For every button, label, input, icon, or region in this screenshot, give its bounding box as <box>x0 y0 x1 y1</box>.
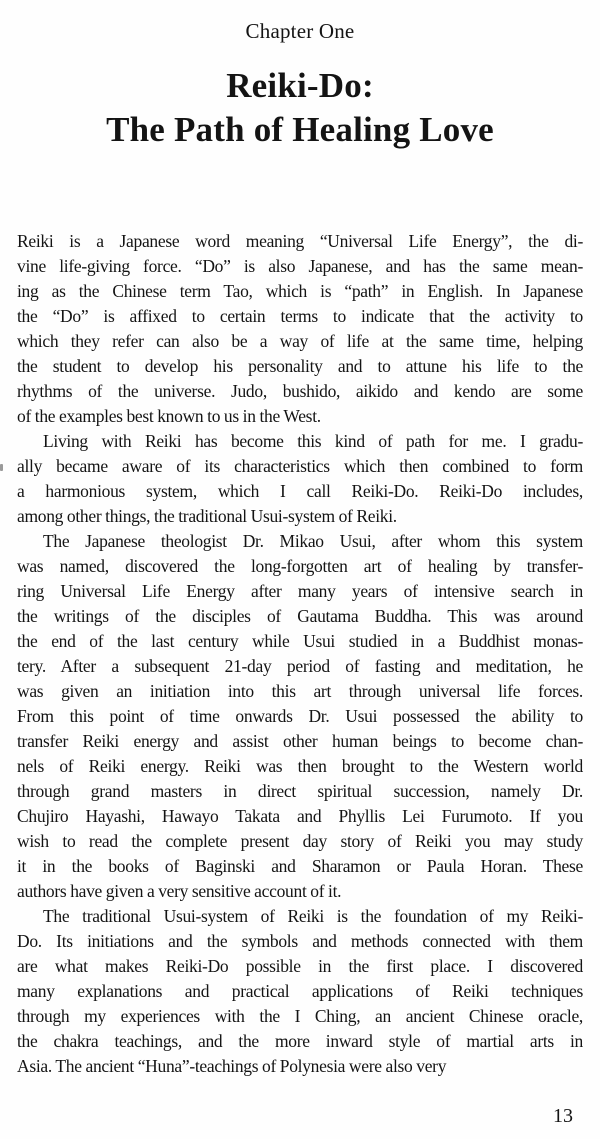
text-line: tery. After a subsequent 21-day period of fasting and meditation, he <box>17 656 583 676</box>
paragraph <box>17 529 583 904</box>
text-line: The traditional Usui-system of Reiki is the foundation of my Reiki- <box>43 906 583 926</box>
paragraph <box>17 229 583 429</box>
text-line: of the examples best known to us in the West. <box>17 406 321 426</box>
text-line: through my experiences with the I Ching, an ancient Chinese oracle, <box>17 1006 583 1026</box>
text-line: ing as the Chinese term Tao, which is “path” in English. In Japanese <box>17 281 583 301</box>
text-line: the student to develop his personality and to attune his life to the <box>17 356 583 376</box>
text-line: the end of the last century while Usui studied in a Buddhist monas- <box>17 631 583 651</box>
text-line: transfer Reiki energy and assist other human beings to become chan- <box>17 731 583 751</box>
text-line: Asia. The ancient “Huna”-teachings of Polynesia were also very <box>17 1056 447 1076</box>
title-line-2: The Path of Healing Love <box>106 110 494 149</box>
body-text <box>17 229 583 1079</box>
text-line: a harmonious system, which I call Reiki-Do. Reiki-Do includes, <box>17 481 583 501</box>
text-line: which they refer can also be a way of life at the same time, helping <box>17 331 583 351</box>
text-line: From this point of time onwards Dr. Usui possessed the ability to <box>17 706 583 726</box>
text-line: Chujiro Hayashi, Hawayo Takata and Phyllis Lei Furumoto. If you <box>17 806 583 826</box>
text-line: Reiki is a Japanese word meaning “Universal Life Energy”, the di- <box>17 231 583 251</box>
scan-artifact <box>0 464 3 471</box>
text-line: many explanations and practical applications of Reiki techniques <box>17 981 583 1001</box>
text-line: was given an initiation into this art through universal life forces. <box>17 681 583 701</box>
title-line-1: Reiki-Do: <box>226 66 374 105</box>
text-line: nels of Reiki energy. Reiki was then brought to the Western world <box>17 756 583 776</box>
text-line: authors have given a very sensitive account of it. <box>17 881 342 901</box>
text-line: The Japanese theologist Dr. Mikao Usui, after whom this system <box>43 531 583 551</box>
page-number: 13 <box>553 1105 573 1127</box>
text-line: the writings of the disciples of Gautama Buddha. This was around <box>17 606 583 626</box>
text-line: ring Universal Life Energy after many years of intensive search in <box>17 581 583 601</box>
text-line: rhythms of the universe. Judo, bushido, aikido and kendo are some <box>17 381 583 401</box>
text-line: was named, discovered the long-forgotten art of healing by transfer- <box>17 556 583 576</box>
text-line: ally became aware of its characteristics which then combined to form <box>17 456 583 476</box>
text-line: Do. Its initiations and the symbols and methods connected with them <box>17 931 583 951</box>
book-chapter-title <box>0 64 600 152</box>
chapter-heading: Chapter One <box>245 19 355 43</box>
text-line: the “Do” is affixed to certain terms to indicate that the activity to <box>17 306 583 326</box>
paragraph <box>17 904 583 1079</box>
text-line: through grand masters in direct spiritual succession, namely Dr. <box>17 781 583 801</box>
text-line: the chakra teachings, and the more inward style of martial arts in <box>17 1031 583 1051</box>
paragraph <box>17 429 583 529</box>
text-line: wish to read the complete present day story of Reiki you may study <box>17 831 583 851</box>
text-line: are what makes Reiki-Do possible in the first place. I discovered <box>17 956 583 976</box>
text-line: among other things, the traditional Usui-system of Reiki. <box>17 506 397 526</box>
text-line: Living with Reiki has become this kind of path for me. I gradu- <box>43 431 583 451</box>
text-line: vine life-giving force. “Do” is also Japanese, and has the same mean- <box>17 256 583 276</box>
text-line: it in the books of Baginski and Sharamon or Paula Horan. These <box>17 856 583 876</box>
